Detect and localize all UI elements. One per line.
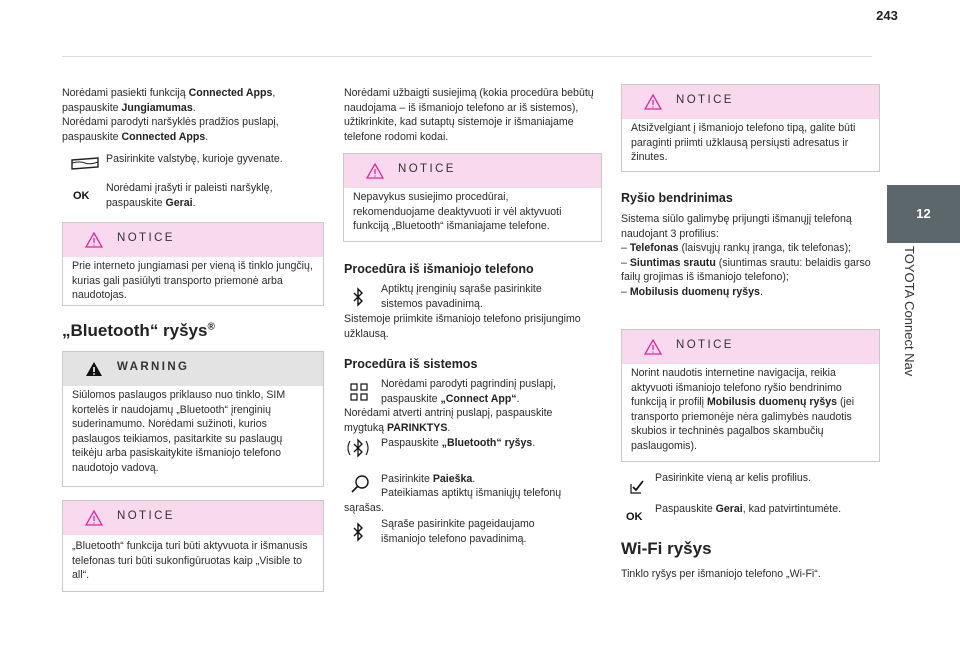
bluetooth-heading: „Bluetooth“ ryšys® [62,321,215,340]
phone-accept-text: Sistemoje priimkite išmaniojo telefono prisijungimo užklausą. [344,313,581,340]
warning-triangle-icon [85,232,103,248]
warning-triangle-icon [85,510,103,526]
page-number: 243 [876,8,898,23]
chapter-label-wrap [896,246,922,436]
bluetooth-signal-icon [346,436,370,462]
warning-title: WARNING [117,361,190,373]
flag-icon [70,157,100,171]
chapter-number: 12 [887,185,960,243]
warning-triangle-icon [644,94,662,110]
bluetooth-icon [352,522,364,542]
notice-title: NOTICE [117,232,175,244]
notice-box-navigation [621,329,880,462]
wifi-text: Tinklo ryšys per išmaniojo telefono „Wi-Fi“. [621,568,821,580]
connection-sharing-heading: Ryšio bendrinimas [621,191,733,205]
secondary-page-text: Norėdami atverti antrinį puslapį, paspauskite mygtuką PARINKTYS. [344,407,553,434]
notice-title: NOTICE [117,510,175,522]
warning-triangle-icon [85,361,103,377]
notice-title: NOTICE [676,94,734,106]
ok-icon: OK [626,511,643,523]
main-page-text: Norėdami parodyti pagrindinį puslapį, paspauskite „Connect App“. [381,378,556,405]
chapter-label: TOYOTA Connect Nav [902,246,917,377]
warning-triangle-icon [644,339,662,355]
notice-box-pairing [343,153,602,242]
ok-text: Norėdami įrašyti ir paleisti naršyklę, paspauskite Gerai. [106,182,273,209]
notice-body: Nepavykus susiejimo procedūrai, rekomenduojame deaktyvuoti ir vėl aktyvuoti funkciją „Bluetooth“ išmaniajame telefone. [353,191,562,232]
checkbox-icon [629,479,645,495]
notice-title: NOTICE [398,163,456,175]
phone-bt-text: Aptiktų įrenginių sąraše pasirinkite sistemos pavadinimą. [381,283,542,310]
bluetooth-icon [352,287,364,307]
phone-procedure-heading: Procedūra iš išmaniojo telefono [344,262,534,276]
ok-icon: OK [73,190,90,202]
notice-title: NOTICE [676,339,734,351]
system-procedure-heading: Procedūra iš sistemos [344,357,478,371]
wifi-heading: Wi-Fi ryšys [621,539,712,558]
grid-menu-icon [350,383,368,401]
profiles-text: Sistema siūlo galimybę prijungti išmanųjį telefoną naudojant 3 profilius: – Telefonas (laisvųjų rankų įranga, tik telefonas); – Siuntimas srautu (siuntimas srautu: belaidis garso failų grojimas iš išmaniojo telefono); – Mobilusis duomenų ryšys. [621,213,871,298]
notice-box-contacts [621,84,880,172]
select-phone-text: Sąraše pasirinkite pageidaujamo išmaniojo telefono pavadinimą. [381,518,535,545]
confirm-text: Paspauskite Gerai, kad patvirtintumėte. [655,503,842,515]
intro-paragraph: Norėdami pasiekti funkciją Connected Apps, paspauskite Jungiamumas. Norėdami parodyti naršyklės pradžios puslapį, paspauskite Connected Apps. [62,87,279,143]
pairing-intro: Norėdami užbaigti susiejimą (kokia procedūra bebūtų naudojama – iš išmaniojo telefono ar iš sistemos), užtikrinkite, kad sutaptų sistemoje ir išmaniajame telefone rodomi kodai. [344,87,594,143]
flag-text: Pasirinkite valstybę, kurioje gyvenate. [106,153,283,165]
warning-body: Siūlomos paslaugos priklauso nuo tinklo, SIM kortelės ir naudojamų „Bluetooth“ įrenginių suderinamumo. Norėdami sužinoti, kurios paslaugos teikiamos, pasitarkite su paslaugų teikėju arba pasiskaitykite išmaniojo telefono naudotojo vadovą. [72,389,286,474]
search-text: Pasirinkite Paieška. [381,473,476,485]
warning-box [62,351,324,487]
warning-triangle-icon [366,163,384,179]
notice-box-internet [62,222,324,306]
header-rule [62,56,872,57]
notice-box-visible [62,500,324,592]
notice-body: Prie interneto jungiamasi per vieną iš tinklo jungčių, kurias gali pasiūlyti transporto priemonė arba naudotojas. [72,260,313,301]
notice-body: Norint naudotis internetine navigacija, reikia aktyvuoti išmaniojo telefono ryšio bendrinimo funkciją ir profilį Mobilusis duomenų ryšys (jei transporto priemonėje nėra galimybės naudotis skubios ir techninės pagalbos skambučių paslaugomis). [631,367,855,452]
select-profiles-text: Pasirinkite vieną ar kelis profilius. [655,472,812,484]
notice-body: „Bluetooth“ funkcija turi būti aktyvuota ir išmanusis telefonas turi būti sukonfigūruotas kaip „Visible to all“. [72,540,308,581]
bluetooth-connection-text: Paspauskite „Bluetooth“ ryšys. [381,437,536,449]
notice-body: Atsižvelgiant į išmaniojo telefono tipą, galite būti paraginti priimti užklausą persiųsti adresatus ir žinutes. [631,122,856,163]
search-result-text: Pateikiamas aptiktų išmaniųjų telefonų sąrašas. [344,487,562,514]
